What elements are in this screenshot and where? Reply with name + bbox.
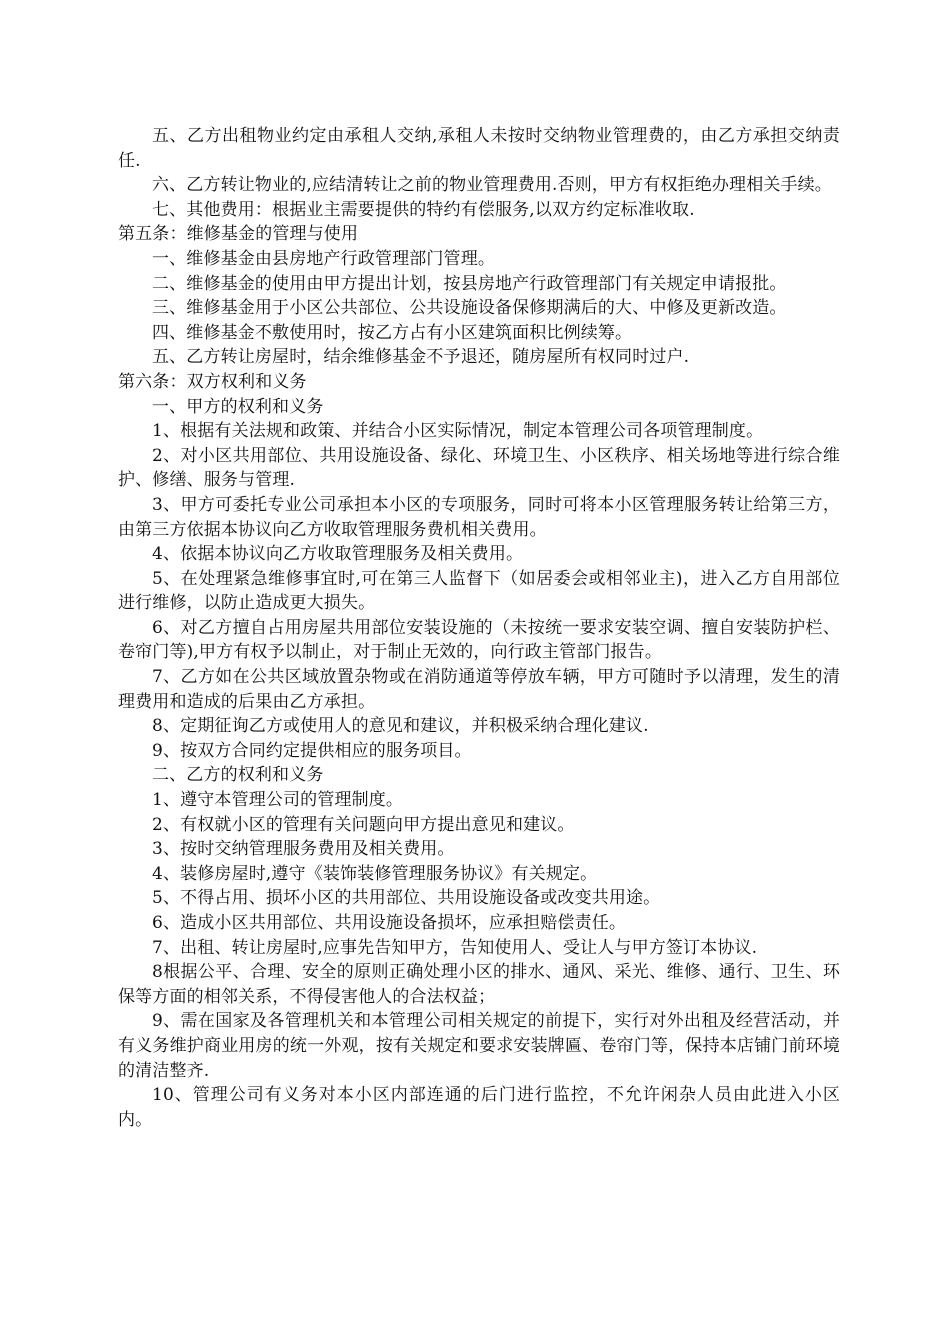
paragraph-article4-item6: 六、乙方转让物业的,应结清转让之前的物业管理费用.否则，甲方有权拒绝办理相关手续。	[152, 175, 832, 196]
party-b-item-5: 5、不得占用、损坏小区的共用部位、共用设施设备或改变共用途。	[152, 888, 661, 909]
party-b-item-1: 1、遵守本管理公司的管理制度。	[152, 790, 404, 811]
article-5-heading: 第五条：维修基金的管理与使用	[118, 224, 359, 245]
party-b-item-6: 6、造成小区共用部位、共用设施设备损坏，应承担赔偿责任。	[152, 913, 627, 933]
party-a-item-3: 3、甲方可委托专业公司承担本小区的专项服务，同时可将本小区管理服务转让给第三方，由第三方依据本协议向乙方收取管理服务费机相关费用。	[118, 494, 840, 540]
party-b-item-2: 2、有权就小区的管理有关问题向甲方提出意见和建议。	[152, 814, 575, 835]
paragraph-article5-item2: 二、维修基金的使用由甲方提出计划，按县房地产行政管理部门有关规定申请报批。	[152, 273, 787, 294]
party-a-item-6: 6、对乙方擅自占用房屋共用部位安装设施的（未按统一要求安装空调、擅自安装防护栏、卷帘门等),甲方有权予以制止，对于制止无效的，向行政主管部门报告。	[118, 617, 840, 663]
party-b-item-7: 7、出租、转让房屋时,应事先告知甲方，告知使用人、受让人与甲方签订本协议.	[152, 937, 758, 958]
party-a-item-9: 9、按双方合同约定提供相应的服务项目。	[152, 740, 472, 761]
party-b-item-8: 8根据公平、合理、安全的原则正确处理小区的排水、通风、采光、维修、通行、卫生、环保等方面的相邻关系，不得侵害他人的合法权益；	[118, 962, 840, 1007]
party-a-item-5: 5、在处理紧急维修事宜时,可在第三人监督下（如居委会或相邻业主)，进入乙方自用部位进行维修，以防止造成更大损失。	[118, 568, 840, 614]
paragraph-article4-item5: 五、乙方出租物业约定由承租人交纳,承租人未按时交纳物业管理费的，由乙方承担交纳责任.	[118, 126, 840, 171]
paragraph-article5-item1: 一、维修基金由县房地产行政管理部门管理。	[152, 248, 495, 269]
paragraph-article5-item5: 五、乙方转让房屋时，结余维修基金不予退还，随房屋所有权同时过户.	[152, 347, 690, 368]
paragraph-article5-item3: 三、维修基金用于小区公共部位、公共设施设备保修期满后的大、中修及更新改造。	[152, 298, 787, 319]
party-b-item-10: 10、管理公司有义务对本小区内部连通的后门进行监控，不允许闲杂人员由此进入小区内。	[118, 1085, 840, 1130]
party-a-item-2: 2、对小区共用部位、共用设施设备、绿化、环境卫生、小区秩序、相关场地等进行综合维护、修缮、服务与管理.	[118, 445, 840, 491]
party-b-item-4: 4、装修房屋时,遵守《装饰装修管理服务协议》有关规定。	[152, 863, 598, 884]
party-b-item-3: 3、按时交纳管理服务费用及相关费用。	[152, 839, 455, 860]
article-6-heading: 第六条：双方权利和义务	[118, 371, 307, 392]
party-b-item-9: 9、需在国家及各管理机关和本管理公司相关规定的前提下，实行对外出租及经营活动，并有义务维护商业用房的统一外观，按有关规定和要求安装牌匾、卷帘门等，保持本店铺门前环境的清洁整齐.	[118, 1011, 840, 1081]
party-a-item-1: 1、根据有关法规和政策、并结合小区实际情况，制定本管理公司各项管理制度。	[152, 421, 764, 442]
party-a-section-heading: 一、甲方的权利和义务	[152, 396, 324, 417]
paragraph-article5-item4: 四、维修基金不敷使用时，按乙方占有小区建筑面积比例续筹。	[152, 322, 633, 343]
paragraph-article4-item7: 七、其他费用：根据业主需要提供的特约有偿服务,以双方约定标准收取.	[152, 199, 695, 220]
party-a-item-8: 8、定期征询乙方或使用人的意见和建议，并积极采纳合理化建议.	[152, 716, 649, 737]
party-a-item-4: 4、依据本协议向乙方收取管理服务及相关费用。	[152, 544, 524, 565]
party-b-section-heading: 二、乙方的权利和义务	[152, 765, 324, 786]
document-page	[118, 124, 840, 1132]
party-a-item-7: 7、乙方如在公共区域放置杂物或在消防通道等停放车辆，甲方可随时予以清理，发生的清理费用和造成的后果由乙方承担。	[118, 667, 840, 712]
